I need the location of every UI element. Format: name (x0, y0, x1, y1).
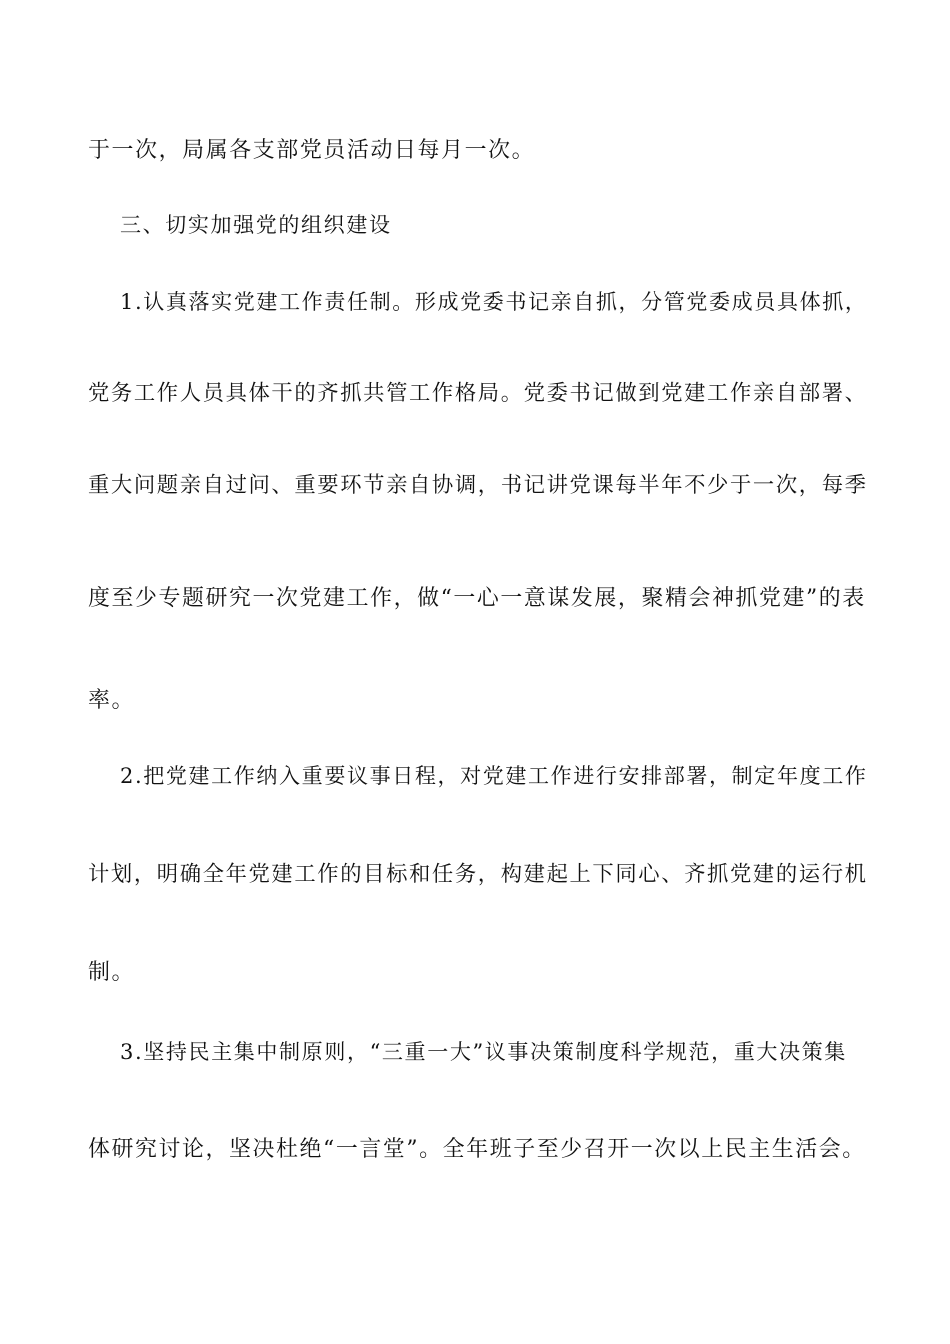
paragraph-line: 率。 (88, 688, 136, 713)
paragraph-line: 重大问题亲自过问、重要环节亲自协调，书记讲党课每半年不少于一次，每季 (88, 473, 868, 498)
paragraph-line: 制。 (88, 960, 136, 985)
paragraph-line: 3.坚持民主集中制原则，“三重一大”议事决策制度科学规范，重大决策集 (120, 1039, 847, 1064)
section-heading: 三、切实加强党的组织建设 (120, 212, 392, 237)
paragraph-line: 度至少专题研究一次党建工作，做“一心一意谋发展，聚精会神抓党建”的表 (88, 586, 866, 611)
paragraph-line: 于一次，局属各支部党员活动日每月一次。 (88, 138, 536, 163)
paragraph-line: 体研究讨论，坚决杜绝“一言堂”。全年班子至少召开一次以上民主生活会。 (88, 1137, 866, 1162)
paragraph-line: 1.认真落实党建工作责任制。形成党委书记亲自抓，分管党委成员具体抓， (120, 289, 868, 314)
paragraph-line: 计划，明确全年党建工作的目标和任务，构建起上下同心、齐抓党建的运行机 (88, 862, 868, 887)
paragraph-line: 党务工作人员具体干的齐抓共管工作格局。党委书记做到党建工作亲自部署、 (88, 381, 868, 406)
paragraph-line: 2.把党建工作纳入重要议事日程，对党建工作进行安排部署，制定年度工作 (120, 763, 868, 788)
